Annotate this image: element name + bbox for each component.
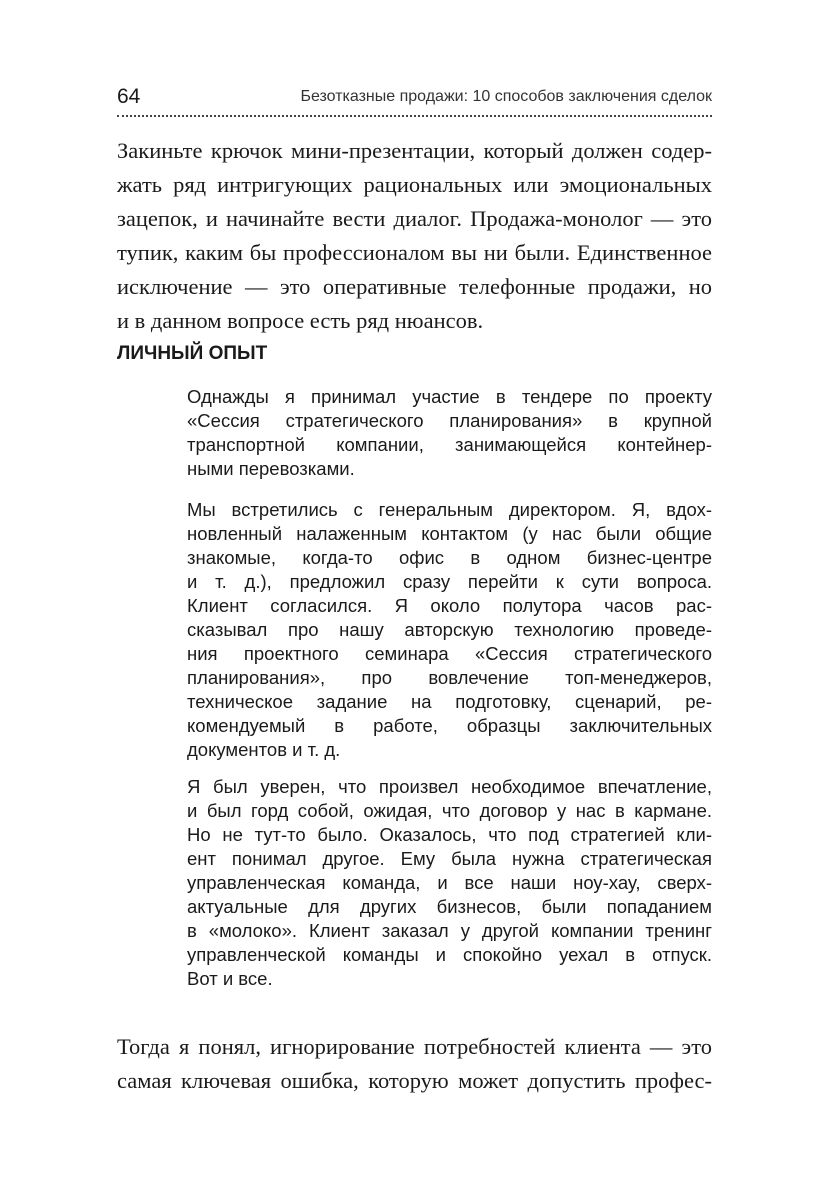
text-line: планирования», про вовлечение топ-менеджеров, (187, 667, 712, 688)
text-line: Я был уверен, что произвел необходимое впечатление, (187, 776, 712, 797)
text-line: Тогда я понял, игнорирование потребностей клиента — это (117, 1034, 712, 1059)
text-line: Закиньте крючок мини-презентации, который должен содер- (117, 138, 712, 163)
text-line: Вот и все. (187, 968, 273, 989)
text-line: документов и т. д. (187, 739, 341, 760)
intro-paragraph (117, 134, 712, 338)
text-line: сказывал про нашу авторскую технологию проведе- (187, 619, 712, 640)
text-line: управленческой команды и спокойно уехал в отпуск. (187, 944, 712, 965)
story-paragraph (187, 775, 712, 991)
text-line: транспортной компании, занимающейся контейнер- (187, 434, 712, 455)
text-line: актуальные для других бизнесов, были попаданием (187, 896, 712, 917)
page-header (117, 84, 712, 110)
story-paragraph (187, 385, 712, 481)
text-line: новленный налаженным контактом (у нас были общие (187, 523, 712, 544)
text-line: Клиент согласился. Я около полутора часов рас- (187, 595, 712, 616)
running-title: Безотказные продажи: 10 способов заключения сделок (300, 88, 712, 105)
text-line: жать ряд интригующих рациональных или эмоциональных (117, 172, 712, 197)
text-line: в «молоко». Клиент заказал у другой компании тренинг (187, 920, 712, 941)
header-divider (117, 115, 712, 117)
story-paragraph (187, 498, 712, 762)
sidebar-heading: ЛИЧНЫЙ ОПЫТ (117, 343, 268, 364)
text-line: управленческая команда, и все наши ноу-хау, сверх- (187, 872, 712, 893)
text-line: и в данном вопросе есть ряд нюансов. (117, 308, 484, 333)
text-line: знакомые, когда-то офис в одном бизнес-центре (187, 547, 712, 568)
text-line: ент понимал другое. Ему была нужна стратегическая (187, 848, 712, 869)
text-line: техническое задание на подготовку, сценарий, ре- (187, 691, 712, 712)
text-line: ния проектного семинара «Сессия стратегического (187, 643, 712, 664)
text-line: «Сессия стратегического планирования» в крупной (187, 410, 712, 431)
text-line: Но не тут-то было. Оказалось, что под стратегией кли- (187, 824, 712, 845)
text-line: комендуемый в работе, образцы заключительных (187, 715, 712, 736)
text-line: ными перевозками. (187, 458, 355, 479)
text-line: самая ключевая ошибка, которую может допустить профес- (117, 1068, 712, 1093)
text-line: исключение — это оперативные телефонные продажи, но (117, 274, 712, 299)
text-line: зацепок, и начинайте вести диалог. Продажа-монолог — это (117, 206, 712, 231)
text-line: и был горд собой, ожидая, что договор у нас в кармане. (187, 800, 712, 821)
text-line: Однажды я принимал участие в тендере по проекту (187, 386, 712, 407)
page-number: 64 (117, 85, 141, 108)
closing-paragraph (117, 1030, 712, 1098)
text-line: Мы встретились с генеральным директором. Я, вдох- (187, 499, 712, 520)
text-line: и т. д.), предложил сразу перейти к сути вопроса. (187, 571, 712, 592)
text-line: тупик, каким бы профессионалом вы ни были. Единственное (117, 240, 712, 265)
